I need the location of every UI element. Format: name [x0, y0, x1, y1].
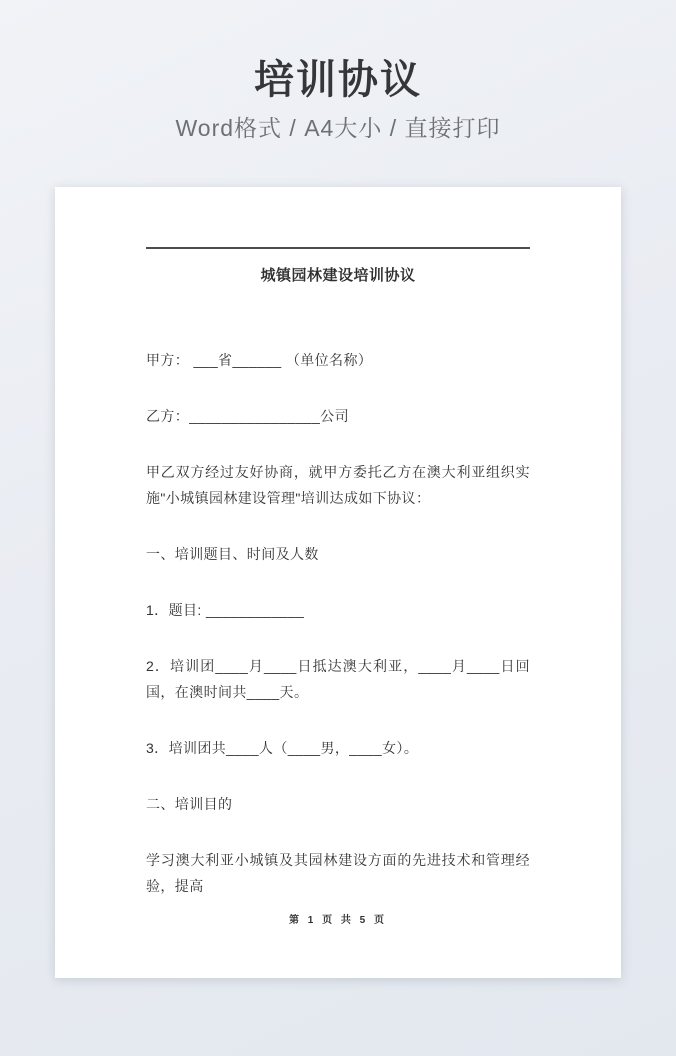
page-number-footer: 第 1 页 共 5 页 [288, 915, 387, 926]
document-body [146, 347, 530, 899]
document-title: 城镇园林建设培训协议 [260, 267, 416, 284]
paragraph-party-a: 甲方： ___省______ （单位名称） [146, 352, 373, 368]
page-subtitle: Word格式 / A4大小 / 直接打印 [175, 115, 501, 141]
paragraph-party-b: 乙方：________________公司 [146, 408, 349, 424]
page-title: 培训协议 [254, 58, 422, 102]
paragraph-preamble: 甲乙双方经过友好协商，就甲方委托乙方在澳大利亚组织实施"小城镇园林建设管理"培训达成如下协议： [146, 464, 530, 506]
heading-section-1: 一、培训题目、时间及人数 [146, 546, 319, 562]
document-page [55, 187, 621, 978]
document-top-rule [146, 247, 530, 249]
paragraph-purpose: 学习澳大利亚小城镇及其园林建设方面的先进技术和管理经验，提高 [146, 852, 530, 894]
item-training-topic: 1．题目: ____________ [146, 602, 305, 618]
preview-header [0, 0, 676, 143]
item-training-schedule: 2．培训团____月____日抵达澳大利亚，____月____日回国，在澳时间共____天。 [146, 658, 530, 700]
item-training-headcount: 3．培训团共____人（____男，____女）。 [146, 740, 419, 756]
heading-section-2: 二、培训目的 [146, 796, 233, 812]
